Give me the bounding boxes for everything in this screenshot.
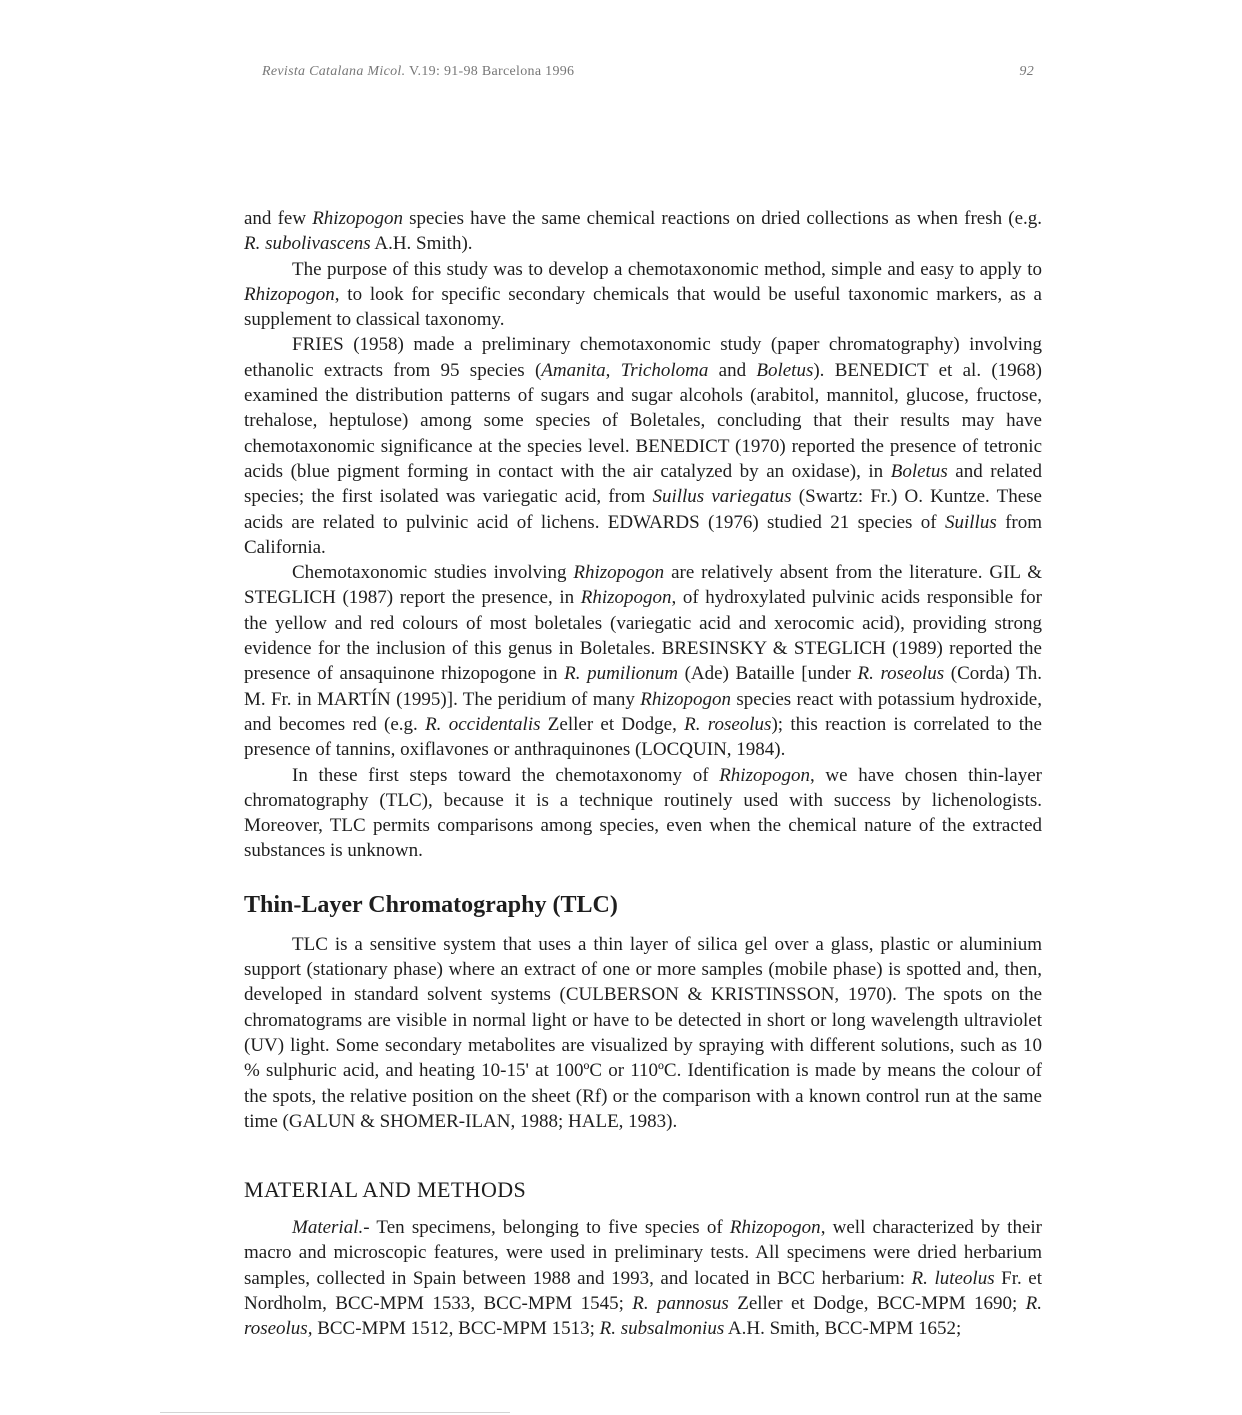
- taxon-name: Suillus: [944, 511, 997, 533]
- journal-citation: V.19: 91-98 Barcelona 1996: [408, 64, 575, 79]
- article-body: [244, 206, 1042, 1342]
- taxon-name: R. occidentalis: [425, 713, 541, 735]
- taxon-name: Amanita: [541, 359, 606, 381]
- text-run: from California.: [244, 511, 1043, 558]
- taxon-name: R. roseolus: [857, 663, 945, 685]
- text-run: and few: [244, 208, 313, 229]
- section-heading-tlc: Thin-Layer Chromatography (TLC): [244, 891, 618, 918]
- taxon-name: Rhizopogon: [640, 688, 732, 710]
- text-run: ); this reaction is correlated to the presence of tannins, oxiflavones or anthraquinones (LOCQUIN, 1984).: [244, 713, 1042, 761]
- text-run: ). BENEDICT et al. (1968) examined the distribution patterns of sugars and sugar alcohols (arabitol, mannitol, glucose, fructose, trehalose, heptulose) among some species of Boletales, concluding that their results may have chemotaxonomic significance at the species level. BENEDICT (1970) reported the presence of tetronic acids (blue pigment forming in contact with the air catalyzed by an oxidase), in: [244, 359, 1043, 482]
- taxon-name: R. luteolus: [911, 1267, 995, 1289]
- text-run: TLC is a sensitive system that uses a thin layer of silica gel over a glass, plastic or aluminium support (stationary phase) where an extract of one or more samples (mobile phase) is spotted and, then, developed in standard solvent systems (CULBERSON & KRISTINSSON, 1970). The spots on the chromatograms are visible in normal light or have to be detected in short or long wavelength ultraviolet (UV) light. Some secondary metabolites are visualized by spraying with different solutions, such as 10 % sulphuric acid, and heating 10-15' at 100ºC or 110ºC. Identification is made by means the colour of the spots, the relative position on the sheet (Rf) or the comparison with a known control run at the same time (GALUN & SHOMER-ILAN, 1988; HALE, 1983).: [244, 933, 1042, 1132]
- text-run: , well characterized by their macro and microscopic features, were used in preliminary tests. All specimens were dried herbarium samples, collected in Spain between 1988 and 1993, and located in BCC herbarium:: [244, 1217, 1042, 1289]
- text-run: BCC-MPM 1512, BCC-MPM 1513;: [312, 1318, 600, 1340]
- page-number: 92: [1019, 64, 1034, 79]
- subsection-label: Material.: [292, 1217, 364, 1239]
- text-run: Fr. et Nordholm, BCC-MPM 1533, BCC-MPM 1545;: [244, 1267, 1042, 1314]
- text-run: (Corda) Th. M. Fr. in MARTÍN (1995)]. The peridium of many: [244, 663, 1043, 710]
- text-run: - Ten specimens, belonging to five species of: [363, 1217, 730, 1239]
- text-run: The purpose of this study was to develop a chemotaxonomic method, simple and easy to apply to: [292, 258, 1042, 280]
- taxon-name: R. pumilionum: [564, 663, 678, 685]
- taxon-name: R. roseolus: [684, 713, 772, 735]
- text-run: , to look for specific secondary chemicals that would be useful taxonomic markers, as a supplement to classical taxonomy.: [244, 283, 1042, 331]
- text-run: are relatively absent from the literature. GIL & STEGLICH (1987) report the presence, in: [244, 562, 1042, 609]
- taxon-name: Rhizopogon: [580, 587, 672, 609]
- paragraph-tlc: [244, 932, 1042, 1134]
- taxon-name: Boletus: [756, 359, 814, 381]
- paragraph-history: [244, 332, 1042, 560]
- taxon-name: R. roseolus,: [244, 1292, 1042, 1340]
- taxon-name: R. subsalmonius: [599, 1318, 725, 1340]
- text-run: A.H. Smith).: [370, 233, 473, 255]
- journal-name: Revista Catalana Micol.: [262, 64, 406, 79]
- scan-artifact-divider: [160, 1412, 510, 1413]
- text-run: Chemotaxonomic studies involving: [292, 562, 574, 584]
- taxon-name: Rhizopogon: [719, 764, 810, 786]
- paragraph-chemotaxonomy: [244, 560, 1042, 762]
- text-run: , we have chosen thin-layer chromatography (TLC), because it is a technique routinely used with success by lichenologists. Moreover, TLC permits comparisons among species, even when the chemical nature of the extracted substances is unknown.: [244, 764, 1042, 862]
- text-run: (Swartz: Fr.) O. Kuntze. These acids are related to pulvinic acid of lichens. EDWARDS (1976) studied 21 species of: [244, 486, 1042, 533]
- text-run: species have the same chemical reactions on dried collections as when fresh (e.g.: [402, 208, 1043, 229]
- taxon-name: R. pannosus: [632, 1292, 729, 1314]
- paragraph-purpose: [244, 257, 1042, 333]
- paragraph-first-steps: [244, 763, 1042, 864]
- text-run: FRIES (1958) made a preliminary chemotaxonomic study (paper chromatography) involving ethanolic extracts from 95 species (: [244, 334, 1042, 381]
- text-run: species react with potassium hydroxide, and becomes red (e.g.: [244, 688, 1042, 735]
- taxon-name: Boletus: [890, 460, 948, 482]
- text-run: In these first steps toward the chemotaxonomy of: [292, 764, 720, 786]
- taxon-name: Rhizopogon: [312, 208, 403, 229]
- taxon-name: R. subolivascens: [244, 233, 371, 255]
- text-run: ,: [605, 359, 621, 381]
- taxon-name: Tricholoma: [620, 359, 709, 381]
- taxon-name: Suillus variegatus: [652, 486, 792, 508]
- text-run: and related species; the first isolated was variegatic acid, from: [244, 460, 1042, 508]
- text-run: and: [708, 359, 757, 381]
- paragraph-material: [244, 1215, 1042, 1341]
- running-header: [262, 64, 1034, 80]
- taxon-name: Rhizopogon: [573, 562, 665, 584]
- text-run: A.H. Smith, BCC-MPM 1652;: [724, 1318, 962, 1340]
- text-run: (Ade) Bataille [under: [677, 663, 858, 685]
- taxon-name: Rhizopogon: [244, 283, 335, 305]
- taxon-name: Rhizopogon: [729, 1217, 821, 1239]
- section-heading-methods: MATERIAL AND METHODS: [244, 1177, 527, 1203]
- text-run: , of hydroxylated pulvinic acids responsible for the yellow and red colours of most boletales (variegatic acid and xerocomic acid), providing strong evidence for the inclusion of this genus in Boletales. BRESINSKY & STEGLICH (1989) reported the presence of ansaquinone rhizopogone in: [244, 587, 1042, 685]
- text-run: Zeller et Dodge,: [540, 713, 685, 735]
- text-run: Zeller et Dodge, BCC-MPM 1690;: [728, 1292, 1026, 1314]
- paragraph-continuation: [244, 206, 1042, 257]
